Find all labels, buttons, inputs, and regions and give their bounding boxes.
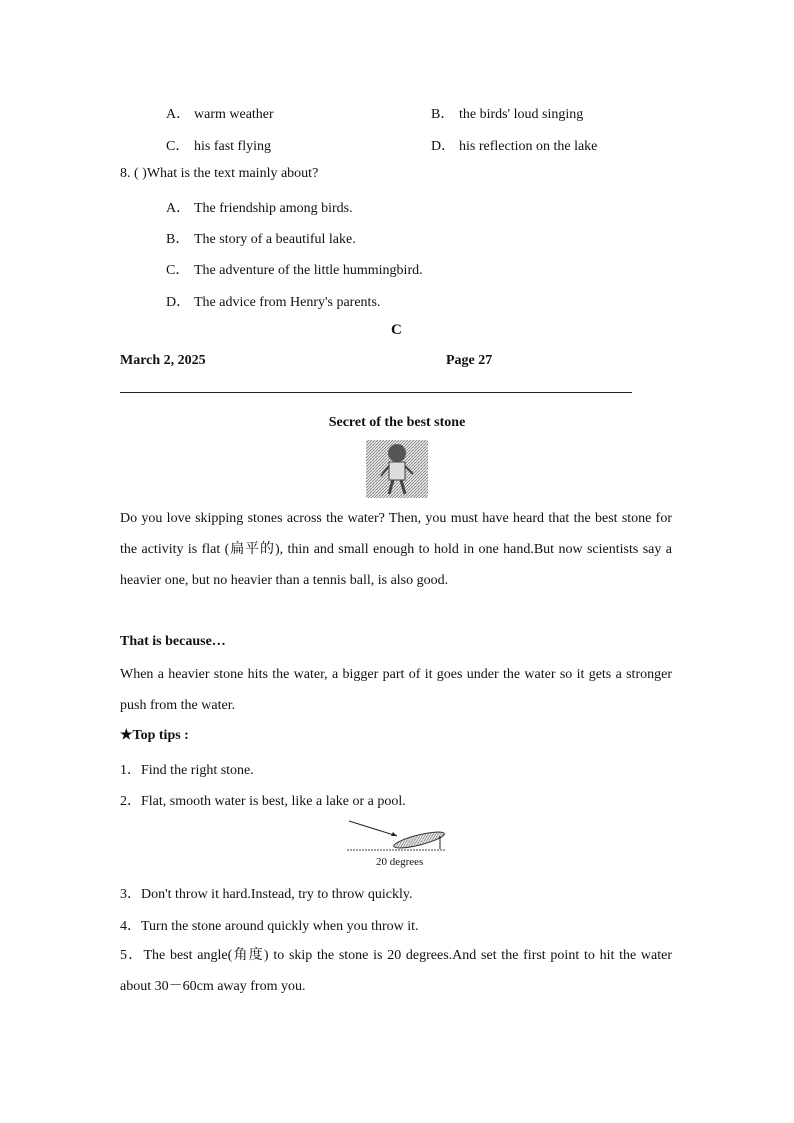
section-letter: C [391,322,402,338]
option-text: The friendship among birds. [194,201,353,216]
tip-item-1: 1．Find the right stone. [120,763,254,778]
article-title: Secret of the best stone [328,415,466,430]
tip-item-2: 2．Flat, smooth water is best, like a lake or a pool. [120,794,406,809]
tip-item-3: 3．Don't throw it hard.Instead, try to throw quickly. [120,887,413,902]
q8-option-c [166,259,423,279]
option-letter: A． [166,107,191,122]
intro-paragraph: Do you love skipping stones across the water? Then, you must have heard that the best stone for the activity is flat (扁平的), thin and small enough to hold in one hand.But now scientists say a heavier one, but no heavier than a tennis ball, is also good. [120,511,672,588]
option-text: the birds' loud singing [459,107,584,122]
q7-option-d [431,135,597,155]
q8-option-b [166,228,356,248]
q7-option-b [431,103,583,123]
figure-caption: 20 degrees [376,856,424,868]
stone-angle-diagram [345,816,447,854]
option-letter: A． [166,201,191,216]
option-text: his fast flying [194,139,271,154]
q8-option-d [166,291,380,311]
because-heading: That is because… [120,634,226,649]
option-text: The story of a beautiful lake. [194,232,356,247]
q8-option-a [166,197,353,217]
option-letter: B． [166,232,190,247]
tip-item-5: 5．The best angle(角度) to skip the stone is 20 degrees.And set the first point to hit the water about 30－60cm away from you. [120,948,672,994]
option-letter: B． [431,107,455,122]
boy-illustration [366,440,428,498]
tip-item-4: 4．Turn the stone around quickly when you throw it. [120,919,419,934]
q7-option-c [166,135,271,155]
header-page: Page 27 [446,353,493,368]
option-text: warm weather [194,107,274,122]
option-letter: D． [431,139,456,154]
q7-option-a [166,103,274,123]
option-letter: C． [166,139,190,154]
option-text: The advice from Henry's parents. [194,295,381,310]
option-letter: D． [166,295,191,310]
header-divider [120,392,632,393]
header-date: March 2, 2025 [120,353,206,368]
option-letter: C． [166,263,190,278]
option-text: his reflection on the lake [459,139,598,154]
because-paragraph: When a heavier stone hits the water, a bigger part of it goes under the water so it gets a stronger push from the water. [120,667,672,713]
tips-heading: ★Top tips : [120,728,189,743]
q8-stem: 8. ( )What is the text mainly about? [120,166,319,181]
option-text: The adventure of the little hummingbird. [194,263,423,278]
